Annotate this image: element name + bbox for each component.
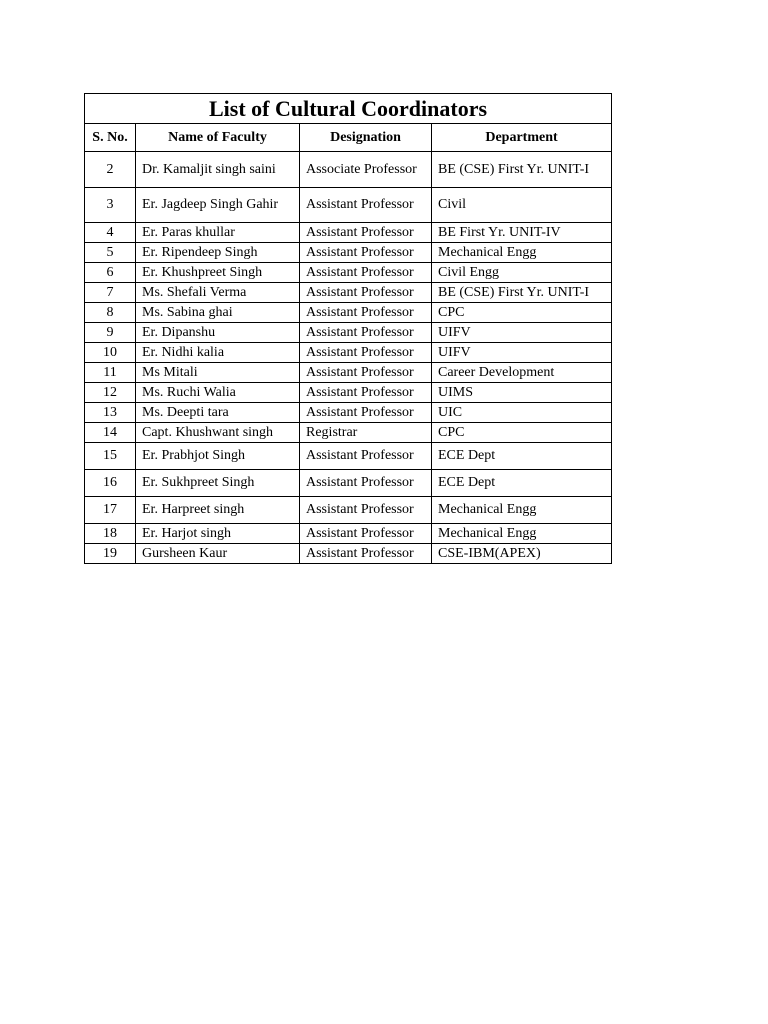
cell-sno: 6 [85,263,136,283]
cell-sno: 10 [85,343,136,363]
table-row [85,544,612,564]
cell-faculty-name: Ms. Ruchi Walia [136,383,300,403]
cell-faculty-name: Er. Sukhpreet Singh [136,470,300,497]
cell-faculty-name: Er. Prabhjot Singh [136,443,300,470]
cell-sno: 2 [85,152,136,188]
cell-faculty-name: Dr. Kamaljit singh saini [136,152,300,188]
cell-designation: Assistant Professor [300,363,432,383]
cell-department: ECE Dept [432,470,612,497]
cell-designation: Registrar [300,423,432,443]
header-name: Name of Faculty [136,124,300,152]
cell-sno: 13 [85,403,136,423]
cell-sno: 3 [85,188,136,223]
table-row [85,223,612,243]
cell-designation: Assistant Professor [300,524,432,544]
cell-sno: 5 [85,243,136,263]
cell-faculty-name: Ms. Sabina ghai [136,303,300,323]
cell-sno: 19 [85,544,136,564]
cell-department: UIC [432,403,612,423]
header-row [85,124,612,152]
cell-designation: Assistant Professor [300,544,432,564]
cell-designation: Assistant Professor [300,403,432,423]
cell-faculty-name: Er. Nidhi kalia [136,343,300,363]
table-row [85,152,612,188]
header-department: Department [432,124,612,152]
cell-faculty-name: Er. Khushpreet Singh [136,263,300,283]
cell-department: Mechanical Engg [432,524,612,544]
cell-designation: Assistant Professor [300,283,432,303]
cell-department: Mechanical Engg [432,243,612,263]
cell-sno: 7 [85,283,136,303]
cell-designation: Assistant Professor [300,323,432,343]
cell-faculty-name: Er. Harjot singh [136,524,300,544]
table-row [85,524,612,544]
cell-department: BE First Yr. UNIT-IV [432,223,612,243]
cell-faculty-name: Ms. Shefali Verma [136,283,300,303]
cell-designation: Assistant Professor [300,443,432,470]
cell-sno: 8 [85,303,136,323]
table-row [85,423,612,443]
cell-faculty-name: Er. Dipanshu [136,323,300,343]
table-row [85,497,612,524]
table-row [85,403,612,423]
cell-faculty-name: Ms. Deepti tara [136,403,300,423]
title-row [85,94,612,124]
cell-sno: 14 [85,423,136,443]
cell-department: Civil [432,188,612,223]
cell-sno: 9 [85,323,136,343]
cell-sno: 18 [85,524,136,544]
cell-department: Career Development [432,363,612,383]
cell-designation: Assistant Professor [300,223,432,243]
cell-faculty-name: Er. Harpreet singh [136,497,300,524]
table-row [85,363,612,383]
table-row [85,263,612,283]
table-row [85,443,612,470]
cell-faculty-name: Er. Jagdeep Singh Gahir [136,188,300,223]
header-designation: Designation [300,124,432,152]
cell-department: BE (CSE) First Yr. UNIT-I [432,283,612,303]
cell-sno: 11 [85,363,136,383]
cell-department: Civil Engg [432,263,612,283]
cell-department: UIFV [432,343,612,363]
cell-department: CPC [432,423,612,443]
cell-designation: Assistant Professor [300,383,432,403]
cell-department: CPC [432,303,612,323]
cell-sno: 17 [85,497,136,524]
cell-designation: Associate Professor [300,152,432,188]
document-sheet [84,93,611,564]
table-row [85,243,612,263]
header-sno: S. No. [85,124,136,152]
cell-faculty-name: Er. Paras khullar [136,223,300,243]
cell-department: Mechanical Engg [432,497,612,524]
cell-faculty-name: Gursheen Kaur [136,544,300,564]
cell-faculty-name: Er. Ripendeep Singh [136,243,300,263]
table-row [85,470,612,497]
cell-designation: Assistant Professor [300,263,432,283]
cell-department: UIMS [432,383,612,403]
cell-department: CSE-IBM(APEX) [432,544,612,564]
cell-department: UIFV [432,323,612,343]
cell-sno: 4 [85,223,136,243]
cell-department: BE (CSE) First Yr. UNIT-I [432,152,612,188]
table-body [85,152,612,564]
table-row [85,283,612,303]
table-row [85,323,612,343]
cell-sno: 15 [85,443,136,470]
cell-sno: 16 [85,470,136,497]
table-row [85,303,612,323]
cell-designation: Assistant Professor [300,243,432,263]
document-title: List of Cultural Coordinators [85,94,612,124]
table-row [85,343,612,363]
cell-faculty-name: Ms Mitali [136,363,300,383]
coordinators-table [84,93,612,564]
cell-designation: Assistant Professor [300,343,432,363]
cell-designation: Assistant Professor [300,303,432,323]
cell-faculty-name: Capt. Khushwant singh [136,423,300,443]
cell-designation: Assistant Professor [300,188,432,223]
cell-designation: Assistant Professor [300,470,432,497]
cell-department: ECE Dept [432,443,612,470]
cell-sno: 12 [85,383,136,403]
cell-designation: Assistant Professor [300,497,432,524]
table-row [85,188,612,223]
table-row [85,383,612,403]
